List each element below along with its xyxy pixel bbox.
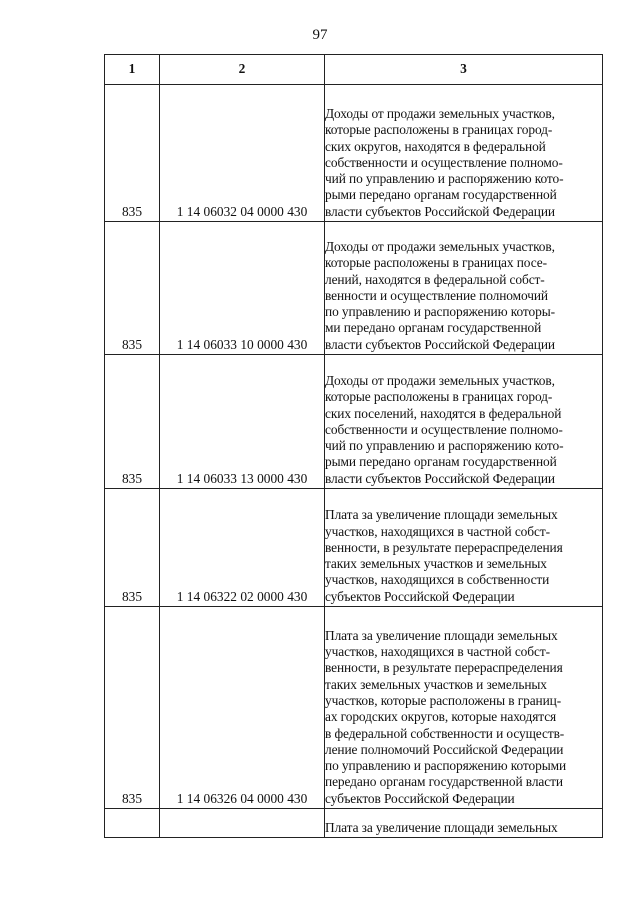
- kbk-code-cell: [160, 809, 325, 838]
- description-line: власти субъектов Российской Федерации: [325, 470, 555, 486]
- admin-code-cell: 835: [105, 607, 160, 809]
- kbk-code-cell: 1 14 06033 13 0000 430: [160, 355, 325, 489]
- description-line: по управлению и распоряжению которы-: [325, 304, 555, 320]
- description-line: которые расположены в границах город-: [325, 389, 553, 405]
- description-line: рыми передано органам государственной: [325, 187, 557, 203]
- table-row: [105, 489, 603, 607]
- description-line: Плата за увеличение площади земельных: [325, 627, 558, 643]
- description-cell: [325, 85, 603, 222]
- description-line: ах городских округов, которые находятся: [325, 709, 557, 725]
- description-line: лений, находятся в федеральной собст-: [325, 271, 545, 287]
- description-cell: [325, 222, 603, 355]
- description-line: Плата за увеличение площади земельных: [325, 819, 558, 835]
- kbk-code-cell: 1 14 06033 10 0000 430: [160, 222, 325, 355]
- table-row: [105, 607, 603, 809]
- description-line: власти субъектов Российской Федерации: [325, 203, 555, 219]
- description-line: Доходы от продажи земельных участков,: [325, 372, 555, 388]
- description-line: ских округов, находятся в федеральной: [325, 138, 546, 154]
- kbk-code-cell: 1 14 06326 04 0000 430: [160, 607, 325, 809]
- description-line: ских поселений, находятся в федеральной: [325, 405, 562, 421]
- description-line: передано органам государственной власти: [325, 774, 563, 790]
- description-cell: [325, 607, 603, 809]
- description-line: таких земельных участков и земельных: [325, 556, 547, 572]
- description-cell: [325, 809, 603, 838]
- description-line: участков, которые расположены в границ-: [325, 692, 562, 708]
- description-line: таких земельных участков и земельных: [325, 676, 547, 692]
- description-line: рыми передано органам государственной: [325, 454, 557, 470]
- admin-code-cell: 835: [105, 489, 160, 607]
- description-line: собственности и осуществление полномо-: [325, 154, 563, 170]
- description-line: участков, находящихся в частной собст-: [325, 523, 550, 539]
- description-cell: [325, 489, 603, 607]
- description-line: субъектов Российской Федерации: [325, 588, 515, 604]
- revenue-codes-table: [104, 54, 603, 838]
- kbk-code-cell: 1 14 06322 02 0000 430: [160, 489, 325, 607]
- description-line: собственности и осуществление полномо-: [325, 421, 563, 437]
- description-line: власти субъектов Российской Федерации: [325, 336, 555, 352]
- header-col-1: 1: [105, 55, 160, 85]
- header-col-2: 2: [160, 55, 325, 85]
- description-line: Доходы от продажи земельных участков,: [325, 105, 555, 121]
- description-line: субъектов Российской Федерации: [325, 790, 515, 806]
- description-line: которые расположены в границах город-: [325, 122, 553, 138]
- description-line: ми передано органам государственной: [325, 320, 542, 336]
- table-header-row: [105, 55, 603, 85]
- table-row: [105, 85, 603, 222]
- description-line: в федеральной собственности и осуществ-: [325, 725, 565, 741]
- description-line: участков, находящихся в частной собст-: [325, 644, 550, 660]
- admin-code-cell: 835: [105, 85, 160, 222]
- description-line: венности и осуществление полномочий: [325, 287, 549, 303]
- description-cell: [325, 355, 603, 489]
- description-line: Плата за увеличение площади земельных: [325, 507, 558, 523]
- admin-code-cell: 835: [105, 355, 160, 489]
- admin-code-cell: [105, 809, 160, 838]
- page-number: 97: [312, 27, 328, 43]
- table-row: [105, 355, 603, 489]
- description-line: венности, в результате перераспределения: [325, 539, 563, 555]
- description-line: которые расположены в границах посе-: [325, 255, 547, 271]
- description-line: участков, находящихся в собственности: [325, 572, 550, 588]
- table-row: [105, 809, 603, 838]
- table-row: [105, 222, 603, 355]
- description-line: по управлению и распоряжению которыми: [325, 758, 567, 774]
- admin-code-cell: 835: [105, 222, 160, 355]
- kbk-code-cell: 1 14 06032 04 0000 430: [160, 85, 325, 222]
- description-line: Доходы от продажи земельных участков,: [325, 238, 555, 254]
- description-line: чий по управлению и распоряжению кото-: [325, 438, 564, 454]
- description-line: чий по управлению и распоряжению кото-: [325, 171, 564, 187]
- description-line: ление полномочий Российской Федерации: [325, 741, 564, 757]
- header-col-3: 3: [325, 55, 603, 85]
- description-line: венности, в результате перераспределения: [325, 660, 563, 676]
